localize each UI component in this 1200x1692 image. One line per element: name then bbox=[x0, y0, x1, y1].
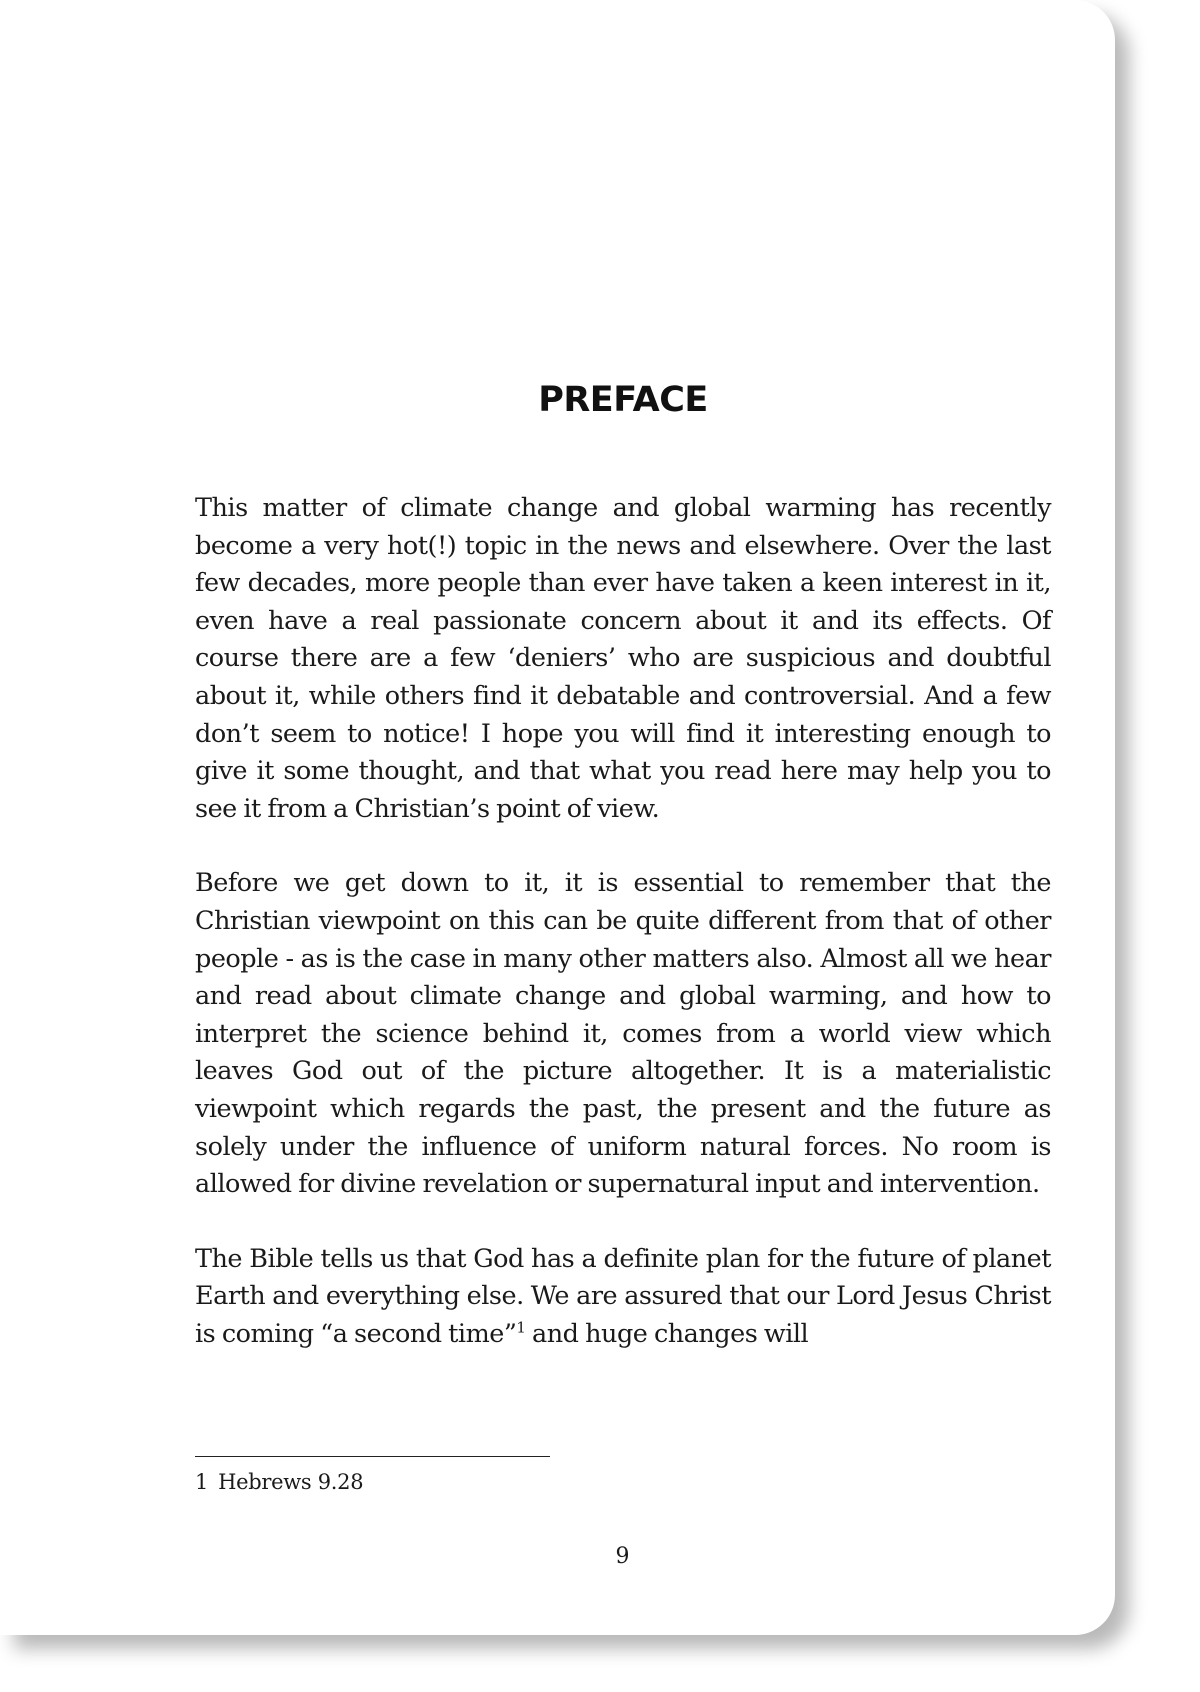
paragraph-2: Before we get down to it, it is essential to remember that the Christian viewpoint on this can be quite different from that of other people - as is the case in many other matters also. Almost all we hear and read about climate change and global warming, and how to interpret the science behind it, comes from a world view which leaves God out of the picture altogether. It is a materialistic viewpoint which regards the past, the present and the future as solely under the influence of uniform natural forces. No room is allowed for divine revelation or supernatural input and intervention. bbox=[195, 868, 1051, 1200]
footnote-text: Hebrews 9.28 bbox=[218, 1470, 364, 1494]
paragraph-1: This matter of climate change and global warming has recently become a very hot(!) topic in the news and elsewhere. Over the last few decades, more people than ever have taken a keen interest in it, even have a real passionate concern about it and its effects. Of course there are a few ‘deniers’ who are suspicious and doubtful about it, while others find it debatable and controversial. And a few don’t seem to notice! I hope you will find it interesting enough to give it some thought, and that what you read here may help you to see it from a Christian’s point of view. bbox=[195, 493, 1051, 824]
footnote-divider bbox=[195, 1456, 550, 1457]
footnote-number: 1 bbox=[195, 1470, 209, 1494]
paragraph-3-text-start: The Bible tells us that God has a definite plan for the future of planet Earth and everything else. We are assured that our Lord Jesus Christ is coming “a second time” bbox=[195, 1243, 1051, 1349]
page-number: 9 bbox=[615, 1544, 630, 1569]
footnote-reference-mark: 1 bbox=[516, 1318, 526, 1337]
body-text bbox=[195, 490, 1051, 1353]
paragraph-3 bbox=[195, 1241, 1051, 1354]
paragraph-3-text-end: and huge changes will bbox=[525, 1318, 809, 1349]
chapter-title: PREFACE bbox=[538, 380, 708, 420]
footnote bbox=[195, 1470, 363, 1494]
